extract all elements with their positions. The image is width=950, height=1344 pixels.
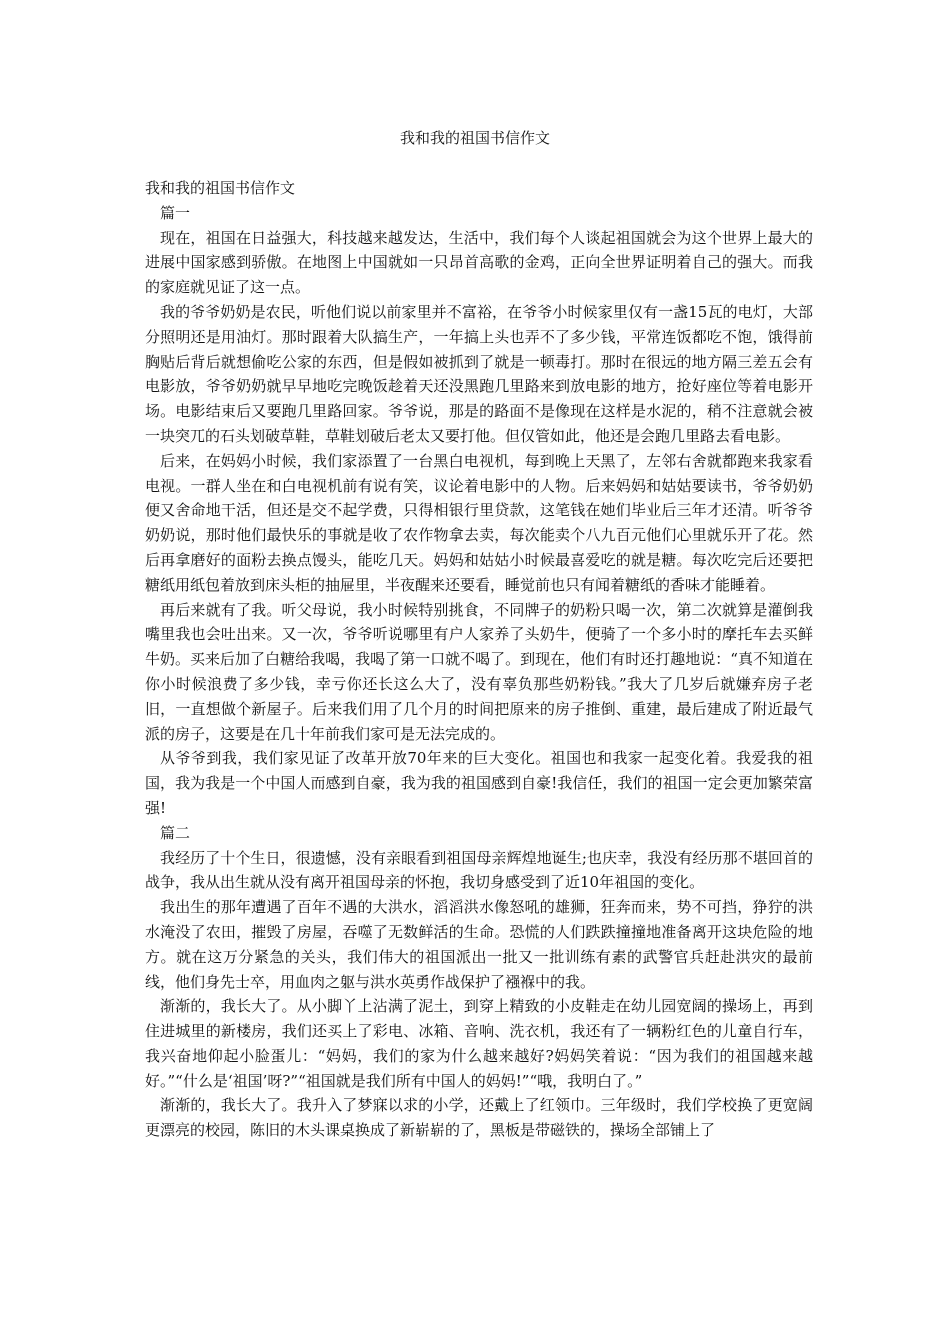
section-label-2: 篇二 bbox=[160, 823, 191, 842]
document-title: 我和我的祖国书信作文 bbox=[399, 129, 550, 147]
paragraph: 我出生的那年遭遇了百年不遇的大洪水，滔滔洪水像怒吼的雄狮，狂奔而来，势不可挡，狰狞的洪水淹没了农田，摧毁了房屋，吞噬了无数鲜活的生命。恐慌的人们跌跌撞撞地准备离开这块危险的地方。就在这万分紧急的关头，我们伟大的祖国派出一批又一批训练有素的武警官兵赶赴洪灾的最前线，他们身先士卒，用血肉之躯与洪水英勇作战保护了襁褓中的我。 bbox=[145, 898, 813, 991]
paragraph: 现在，祖国在日益强大，科技越来越发达，生活中，我们每个人谈起祖国就会为这个世界上最大的进展中国家感到骄傲。在地图上中国就如一只昂首高歌的金鸡，正向全世界证明着自己的强大。而我的家庭就见证了这一点。 bbox=[145, 228, 813, 297]
document-subtitle: 我和我的祖国书信作文 bbox=[145, 179, 296, 197]
section-label-1: 篇一 bbox=[160, 203, 191, 222]
paragraph: 从爷爷到我，我们家见证了改革开放70年来的巨大变化。祖国也和我家一起变化着。我爱我的祖国，我为我是一个中国人而感到自豪，我为我的祖国感到自豪!我信任，我们的祖国一定会更加繁荣富强! bbox=[145, 749, 813, 817]
paragraph: 再后来就有了我。听父母说，我小时候特别挑食，不同牌子的奶粉只喝一次，第二次就算是灌倒我嘴里我也会吐出来。又一次，爷爷听说哪里有户人家养了头奶牛，便骑了一个多小时的摩托车去买鲜牛奶。买来后加了白糖给我喝，我喝了第一口就不喝了。到现在，他们有时还打趣地说：“真不知道在你小时候浪费了多少钱，幸亏你还长这么大了，没有辜负那些奶粉钱。”我大了几岁后就嫌弃房子老旧，一直想做个新屋子。后来我们用了几个月的时间把原来的房子推倒、重建，最后建成了附近最气派的房子，这要是在几十年前我们家可是无法完成的。 bbox=[145, 600, 813, 743]
paragraph: 渐渐的，我长大了。从小脚丫上沾满了泥土，到穿上精致的小皮鞋走在幼儿园宽阔的操场上，再到住进城里的新楼房，我们还买上了彩电、冰箱、音响、洗衣机，我还有了一辆粉红色的儿童自行车，我兴奋地仰起小脸蛋儿：“妈妈，我们的家为什么越来越好?妈妈笑着说：“因为我们的祖国越来越好。”“什么是‘祖国’呀?”“祖国就是我们所有中国人的妈妈!”“哦，我明白了。” bbox=[145, 997, 813, 1090]
document-body bbox=[145, 176, 813, 1143]
paragraph: 我经历了十个生日，很遗憾，没有亲眼看到祖国母亲辉煌地诞生;也庆幸，我没有经历那不堪回首的战争，我从出生就从没有离开祖国母亲的怀抱，我切身感受到了近10年祖国的变化。 bbox=[145, 848, 813, 892]
paragraph: 我的爷爷奶奶是农民，听他们说以前家里并不富裕，在爷爷小时候家里仅有一盏15瓦的电灯，大部分照明还是用油灯。那时跟着大队搞生产，一年搞上头也弄不了多少钱，平常连饭都吃不饱，饿得前胸贴后背后就想偷吃公家的东西，但是假如被抓到了就是一顿毒打。那时在很远的地方隔三差五会有电影放，爷爷奶奶就早早地吃完晚饭趁着天还没黑跑几里路来到放电影的地方，抢好座位等着电影开场。电影结束后又要跑几里路回家。爷爷说，那是的路面不是像现在这样是水泥的，稍不注意就会被一块突兀的石头划破草鞋，草鞋划破后老太又要打他。但仅管如此，他还是会跑几里路去看电影。 bbox=[145, 302, 813, 445]
paragraph: 渐渐的，我长大了。我升入了梦寐以求的小学，还戴上了红领巾。三年级时，我们学校换了更宽阔更漂亮的校园，陈旧的木头课桌换成了新崭崭的了，黑板是带磁铁的，操场全部铺上了 bbox=[145, 1096, 813, 1140]
paragraph: 后来，在妈妈小时候，我们家添置了一台黑白电视机，每到晚上天黑了，左邻右舍就都跑来我家看电视。一群人坐在和白电视机前有说有笑，议论着电影中的人物。后来妈妈和姑姑要读书，爷爷奶奶便又舍命地干活，但还是交不起学费，只得相银行里贷款，这笔钱在她们毕业后三年才还清。听爷爷奶奶说，那时他们最快乐的事就是收了农作物拿去卖，每次能卖个八九百元他们心里就乐开了花。然后再拿磨好的面粉去换点馒头，能吃几天。妈妈和姑姑小时候最喜爱吃的就是糖。每次吃完后还要把糖纸用纸包着放到床头柜的抽屉里，半夜醒来还要看，睡觉前也只有闻着糖纸的香味才能睡着。 bbox=[145, 451, 813, 594]
